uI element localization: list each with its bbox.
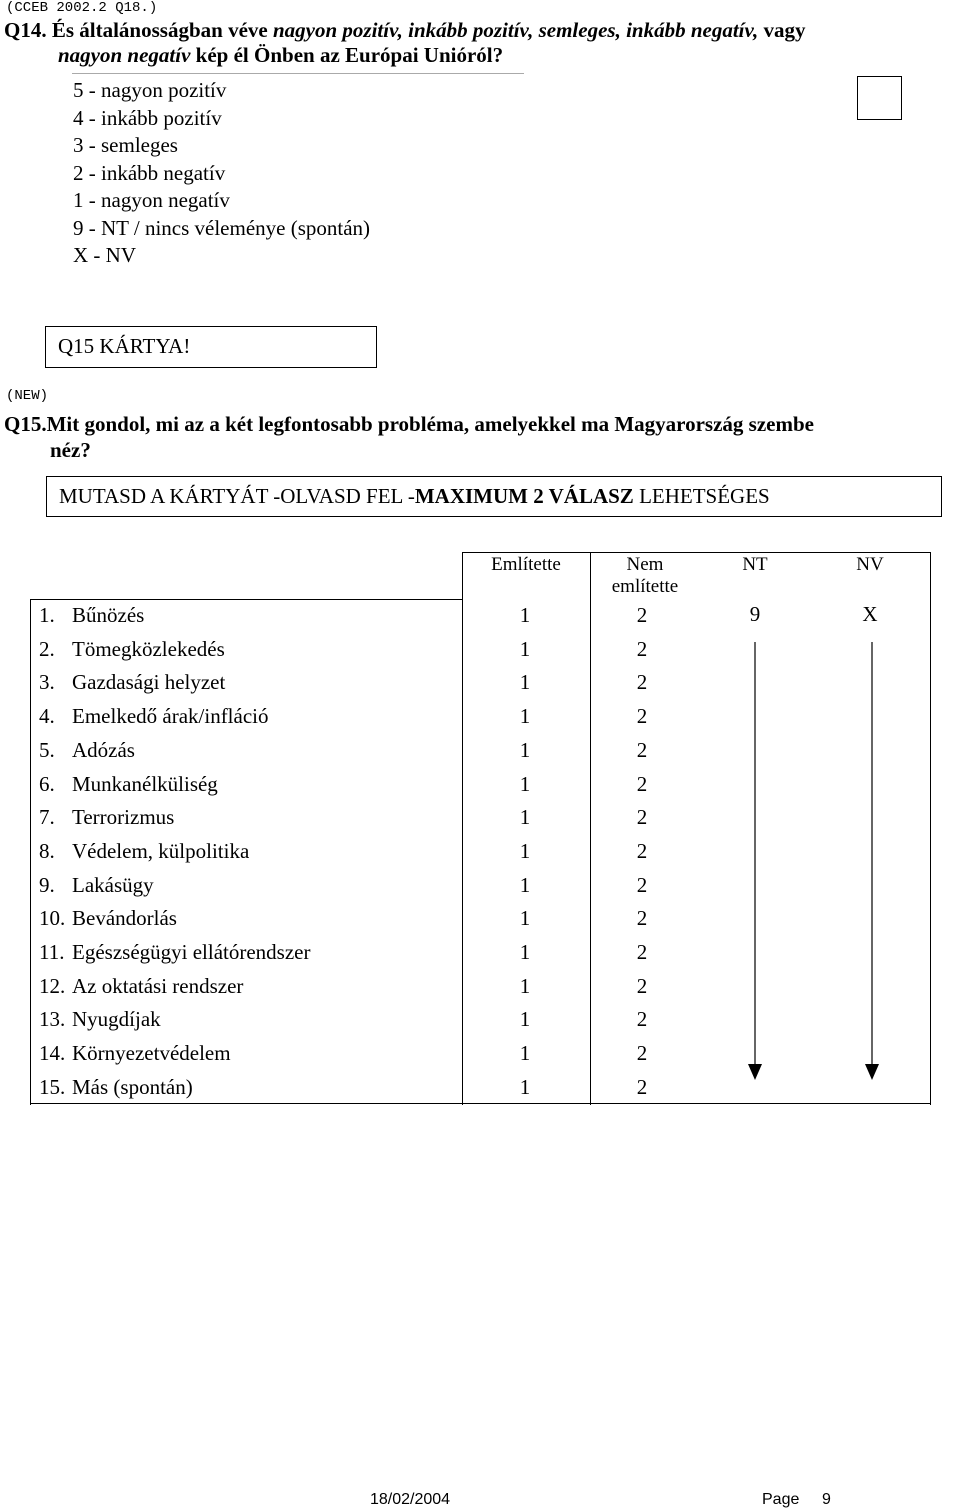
nt-down-arrow-icon (740, 640, 770, 1085)
row-label: Terrorizmus (72, 805, 175, 830)
q15-question-line1 (4, 412, 814, 436)
q14-option: X - NV (73, 243, 136, 267)
code-not-mentioned[interactable]: 2 (636, 1074, 648, 1099)
instruction-text (59, 484, 770, 509)
grid-col-divider-2 (590, 552, 591, 1105)
code-mentioned[interactable]: 1 (519, 670, 531, 695)
row-number: 1. (39, 603, 55, 627)
code-mentioned[interactable]: 1 (519, 603, 531, 627)
q14-option: 4 - inkább pozitív (73, 105, 222, 130)
code-not-mentioned[interactable]: 2 (636, 704, 648, 729)
code-mentioned[interactable]: 1 (519, 704, 531, 729)
code-not-mentioned[interactable]: 2 (636, 906, 648, 931)
code-not-mentioned[interactable]: 2 (636, 636, 648, 661)
q14-question-line2 (58, 43, 503, 67)
answer-grid (30, 552, 931, 1105)
q15-card-box (45, 326, 377, 368)
code-not-mentioned[interactable]: 2 (636, 737, 648, 762)
code-not-mentioned[interactable]: 2 (636, 838, 648, 863)
row-label: Tömegközlekedés (72, 636, 225, 661)
row-number: 3. (39, 670, 55, 695)
instruction-part3: LEHETSÉGES (633, 484, 770, 508)
q15-question-line2: néz? (50, 438, 91, 462)
row-label: Lakásügy (72, 872, 154, 897)
footer-page-number: 9 (822, 1491, 831, 1508)
q14-number: Q14. (4, 18, 47, 42)
footer-page-label: Page (762, 1491, 800, 1508)
footer-date: 18/02/2004 (370, 1491, 451, 1508)
code-mentioned[interactable]: 1 (519, 1041, 531, 1066)
code-not-mentioned[interactable]: 2 (636, 1007, 648, 1032)
code-mentioned[interactable]: 1 (519, 838, 531, 863)
q14-option: 3 - semleges (73, 133, 178, 157)
code-mentioned[interactable]: 1 (519, 973, 531, 998)
code-not-mentioned[interactable]: 2 (636, 1041, 648, 1066)
row-number: 11. (39, 940, 65, 964)
row-label: Bűnözés (72, 603, 145, 627)
code-not-mentioned[interactable]: 2 (636, 771, 648, 796)
nt-code: 9 (749, 602, 761, 626)
code-not-mentioned[interactable]: 2 (636, 603, 648, 627)
nv-down-arrow-icon (857, 640, 887, 1085)
header-mentioned: Említette (491, 554, 561, 575)
instruction-box (46, 476, 942, 517)
q14-line1-part-0: És általánosságban véve (51, 18, 273, 42)
q15-number: Q15. (4, 412, 47, 436)
row-number: 2. (39, 636, 55, 661)
instruction-part1: MUTASD A KÁRTYÁT -OLVASD FEL - (59, 484, 415, 508)
q14-options-list (73, 77, 370, 270)
code-mentioned[interactable]: 1 (519, 805, 531, 830)
code-not-mentioned[interactable]: 2 (636, 940, 648, 964)
nv-code: X (862, 602, 878, 626)
row-number: 4. (39, 704, 55, 729)
q14-option: 5 - nagyon pozitív (73, 78, 227, 102)
row-number: 8. (39, 838, 55, 863)
code-not-mentioned[interactable]: 2 (636, 872, 648, 897)
code-not-mentioned[interactable]: 2 (636, 670, 648, 695)
q14-line2-part-0: nagyon negatív (58, 43, 191, 67)
row-label: Környezetvédelem (72, 1041, 231, 1066)
new-tag: (NEW) (6, 388, 49, 404)
row-number: 14. (39, 1041, 66, 1066)
code-mentioned[interactable]: 1 (519, 1074, 531, 1099)
divider-line (72, 73, 524, 74)
row-number: 7. (39, 805, 55, 830)
code-mentioned[interactable]: 1 (519, 906, 531, 931)
row-number: 10. (39, 906, 66, 931)
row-label: Nyugdíjak (72, 1007, 161, 1032)
row-label: Adózás (72, 737, 135, 762)
code-mentioned[interactable]: 1 (519, 940, 531, 964)
grid-bottom-border (30, 1103, 930, 1104)
row-number: 9. (39, 872, 55, 897)
row-number: 6. (39, 771, 55, 796)
q14-line1-part-2: vagy (758, 18, 806, 42)
q14-option: 9 - NT / nincs véleménye (spontán) (73, 215, 371, 240)
row-number: 13. (39, 1007, 66, 1032)
row-number: 5. (39, 737, 55, 762)
q15-text-line1: Mit gondol, mi az a két legfontosabb probléma, amelyekkel ma Magyarország szembe (46, 412, 814, 436)
q14-option: 2 - inkább negatív (73, 160, 226, 185)
answer-code-box[interactable] (857, 76, 902, 120)
row-label: Védelem, külpolitika (72, 838, 250, 863)
instruction-emphasis: MAXIMUM 2 VÁLASZ (414, 484, 634, 508)
grid-col-divider-1 (462, 552, 463, 1105)
grid-left-border (30, 599, 31, 1105)
header-not-mentioned-2: említette (611, 576, 679, 597)
row-label: Az oktatási rendszer (72, 973, 244, 998)
q14-question-line1 (4, 18, 806, 42)
row-label: Más (spontán) (72, 1074, 193, 1099)
row-label: Emelkedő árak/infláció (72, 704, 269, 729)
header-not-mentioned-1: Nem (626, 554, 664, 575)
header-nt: NT (742, 554, 768, 575)
row-label: Munkanélküliség (72, 771, 218, 796)
q15-card-label: Q15 KÁRTYA! (58, 334, 191, 358)
row-label: Egészségügyi ellátórendszer (72, 940, 311, 964)
code-mentioned[interactable]: 1 (519, 771, 531, 796)
code-mentioned[interactable]: 1 (519, 1007, 531, 1032)
q14-line1-part-1: nagyon pozitív, inkább pozitív, semleges, inkább negatív, (272, 18, 759, 42)
grid-top-border (462, 552, 931, 553)
row-number: 12. (39, 973, 66, 998)
q14-text-line1 (52, 18, 806, 42)
row-label: Bevándorlás (72, 906, 177, 931)
code-mentioned[interactable]: 1 (519, 737, 531, 762)
row-number: 15. (39, 1074, 66, 1099)
q14-option: 1 - nagyon negatív (73, 188, 230, 212)
header-nv: NV (856, 554, 884, 575)
code-not-mentioned[interactable]: 2 (636, 805, 648, 830)
source-reference: (CCEB 2002.2 Q18.) (6, 0, 158, 16)
code-mentioned[interactable]: 1 (519, 636, 531, 661)
header-not-mentioned (590, 554, 700, 598)
grid-right-border (930, 552, 931, 1105)
code-mentioned[interactable]: 1 (519, 872, 531, 897)
code-not-mentioned[interactable]: 2 (636, 973, 648, 998)
q14-line2-part-1: kép él Önben az Európai Unióról? (190, 43, 504, 67)
grid-header-left-border (30, 599, 462, 600)
row-label: Gazdasági helyzet (72, 670, 226, 695)
